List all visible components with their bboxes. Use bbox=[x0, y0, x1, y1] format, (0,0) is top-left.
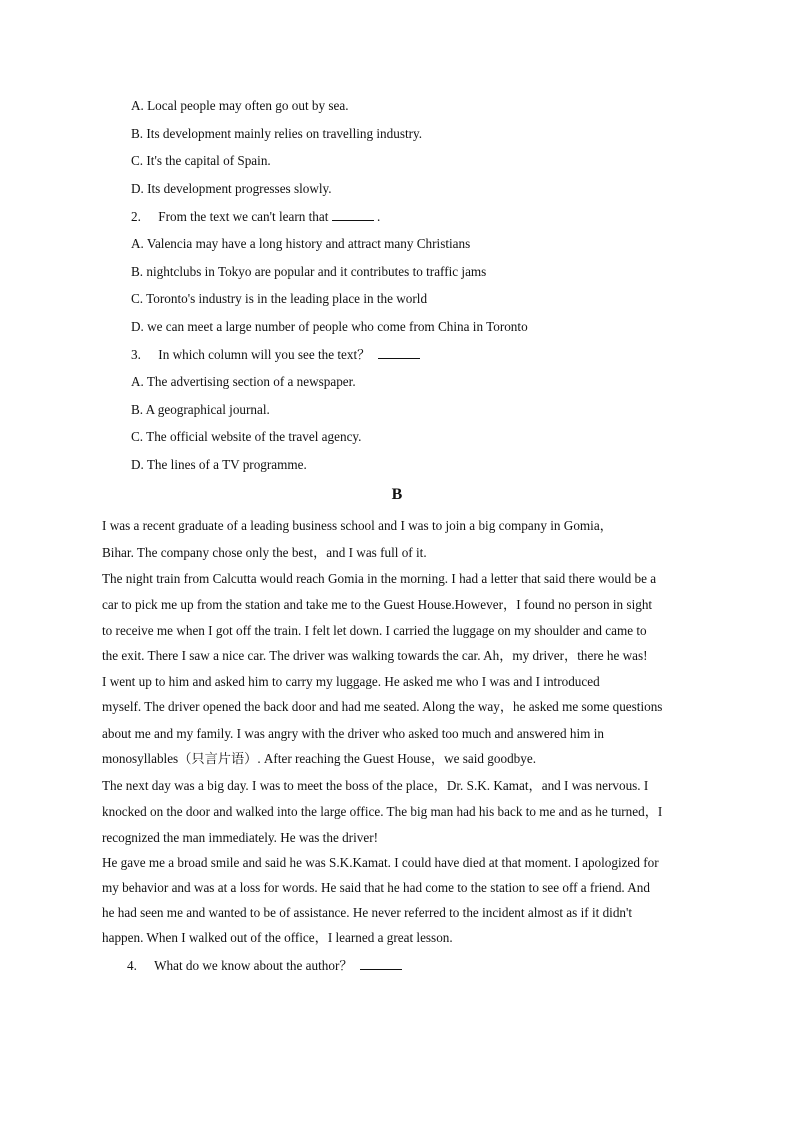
question-4-text: What do we know about the author？ bbox=[154, 958, 353, 973]
answer-blank bbox=[360, 957, 402, 970]
passage-line: happen. When I walked out of the office，I learned a great lesson. bbox=[102, 930, 453, 945]
question-2-number: 2. bbox=[131, 209, 141, 224]
passage-line: my behavior and was at a loss for words. He said that he had come to the station to see off a friend. And bbox=[102, 880, 650, 895]
q1-option-a: A. Local people may often go out by sea. bbox=[131, 98, 349, 113]
passage-line: car to pick me up from the station and take me to the Guest House.However，I found no person in sight bbox=[102, 597, 653, 612]
q3-option-a: A. The advertising section of a newspaper. bbox=[131, 374, 356, 389]
passage-line: the exit. There I saw a nice car. The driver was walking towards the car. Ah，my driver，there he was! bbox=[102, 648, 648, 663]
question-4-number: 4. bbox=[127, 958, 137, 973]
q1-option-d: D. Its development progresses slowly. bbox=[131, 181, 332, 196]
passage-line: recognized the man immediately. He was the driver! bbox=[102, 830, 378, 845]
q2-option-b: B. nightclubs in Tokyo are popular and it contributes to traffic jams bbox=[131, 264, 487, 279]
question-2 bbox=[131, 208, 380, 225]
question-3-number: 3. bbox=[131, 347, 141, 362]
q3-option-c: C. The official website of the travel agency. bbox=[131, 429, 362, 444]
passage-line: He gave me a broad smile and said he was S.K.Kamat. I could have died at that moment. I apologized for bbox=[102, 855, 659, 870]
q3-option-d: D. The lines of a TV programme. bbox=[131, 457, 307, 472]
passage-line: to receive me when I got off the train. I felt let down. I carried the luggage on my shoulder and came to bbox=[102, 623, 647, 638]
passage-line: The next day was a big day. I was to meet the boss of the place，Dr. S.K. Kamat，and I was nervous. I bbox=[102, 778, 649, 793]
question-4 bbox=[127, 957, 402, 974]
q2-option-c: C. Toronto's industry is in the leading place in the world bbox=[131, 291, 428, 306]
question-2-period: . bbox=[376, 209, 381, 224]
passage-line: I went up to him and asked him to carry my luggage. He asked me who I was and I introduced bbox=[102, 674, 600, 689]
passage-line: I was a recent graduate of a leading business school and I was to join a big company in Gomia， bbox=[102, 518, 613, 533]
q2-option-a: A. Valencia may have a long history and attract many Christians bbox=[131, 236, 471, 251]
q3-option-b: B. A geographical journal. bbox=[131, 402, 270, 417]
passage-line: about me and my family. I was angry with the driver who asked too much and answered him in bbox=[102, 726, 604, 741]
q1-option-b: B. Its development mainly relies on travelling industry. bbox=[131, 126, 423, 141]
passage-line: he had seen me and wanted to be of assistance. He never referred to the incident almost as if it didn't bbox=[102, 905, 633, 920]
question-2-text: From the text we can't learn that bbox=[158, 209, 329, 224]
q2-option-d: D. we can meet a large number of people who come from China in Toronto bbox=[131, 319, 528, 334]
answer-blank bbox=[332, 208, 374, 221]
passage-line: knocked on the door and walked into the large office. The big man had his back to me and as he turned，I bbox=[102, 804, 663, 819]
question-3 bbox=[131, 346, 420, 363]
question-3-text: In which column will you see the text？ bbox=[158, 347, 371, 362]
answer-blank bbox=[378, 346, 420, 359]
passage-line: monosyllables（只言片语）. After reaching the Guest House，we said goodbye. bbox=[102, 751, 537, 766]
passage-line: myself. The driver opened the back door and had me seated. Along the way，he asked me some questions bbox=[102, 699, 663, 714]
q1-option-c: C. It's the capital of Spain. bbox=[131, 153, 271, 168]
passage-line: Bihar. The company chose only the best，and I was full of it. bbox=[102, 545, 427, 560]
section-heading: B bbox=[391, 486, 403, 503]
passage-line: The night train from Calcutta would reach Gomia in the morning. I had a letter that said there would be a bbox=[102, 571, 657, 586]
